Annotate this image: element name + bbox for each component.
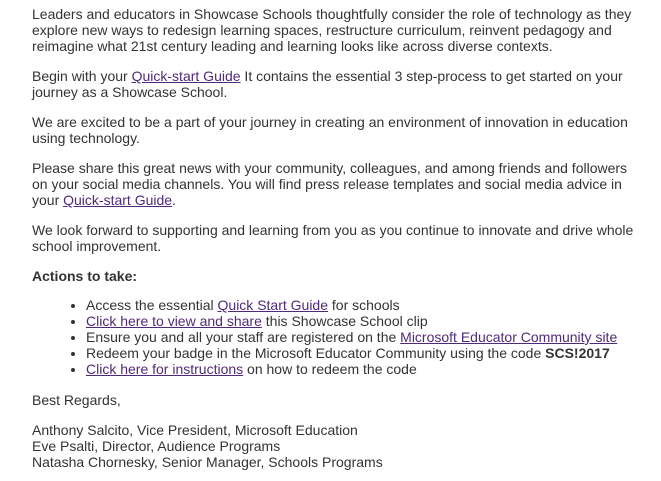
quick-start-guide-link-2[interactable]: Quick-start Guide <box>63 192 173 208</box>
action-item-instructions: • Click here for instructions on how to redeem the code <box>86 361 644 377</box>
actions-list <box>32 297 644 377</box>
action-item-quick-start: • Access the essential Quick Start Guide for schools <box>86 297 644 313</box>
signature-block <box>32 422 644 470</box>
quick-start-paragraph: Begin with your Quick-start Guide It contains the essential 3 step-process to get started on your journey as a Showcase School. <box>32 68 623 100</box>
quick-start-guide-link[interactable]: Quick-start Guide <box>131 68 241 84</box>
action-item-register: • Ensure you and all your staff are registered on the Microsoft Educator Community site <box>86 329 644 345</box>
support-paragraph: We look forward to supporting and learning from you as you continue to innovate and drive whole school improvement. <box>32 222 634 254</box>
intro-paragraph: Leaders and educators in Showcase Schools thoughtfully consider the role of technology as they explore new ways to redesign learning spaces, restructure curriculum, reinvent pedagogy and reimagine what 21st century leading and learning looks like across diverse contexts. <box>32 6 632 54</box>
quick-start-guide-link-3[interactable]: Quick Start Guide <box>217 297 329 313</box>
action-item-view-clip: • Click here to view and share this Showcase School clip <box>86 313 644 329</box>
share-paragraph: Please share this great news with your community, colleagues, and among friends and followers on your social media channels. You will find press release templates and social media advice in your Quick-start Guide. <box>32 160 628 208</box>
signatory: Eve Psalti, Director, Audience Programs <box>32 438 281 454</box>
email-body <box>32 6 644 470</box>
actions-heading: Actions to take: <box>32 268 138 284</box>
excited-paragraph: We are excited to be a part of your journey in creating an environment of innovation in education using technology. <box>32 114 628 146</box>
action-item-redeem-badge: • Redeem your badge in the Microsoft Educator Community using the code SCS!2017 <box>86 345 644 361</box>
badge-code: SCS!2017 <box>545 345 610 361</box>
regards: Best Regards, <box>32 392 121 408</box>
signatory: Natasha Chornesky, Senior Manager, Schools Programs <box>32 454 383 470</box>
educator-community-link[interactable]: Microsoft Educator Community site <box>400 329 618 345</box>
instructions-link[interactable]: Click here for instructions <box>86 361 244 377</box>
signatory: Anthony Salcito, Vice President, Microsoft Education <box>32 422 358 438</box>
view-and-share-link[interactable]: Click here to view and share <box>86 313 262 329</box>
